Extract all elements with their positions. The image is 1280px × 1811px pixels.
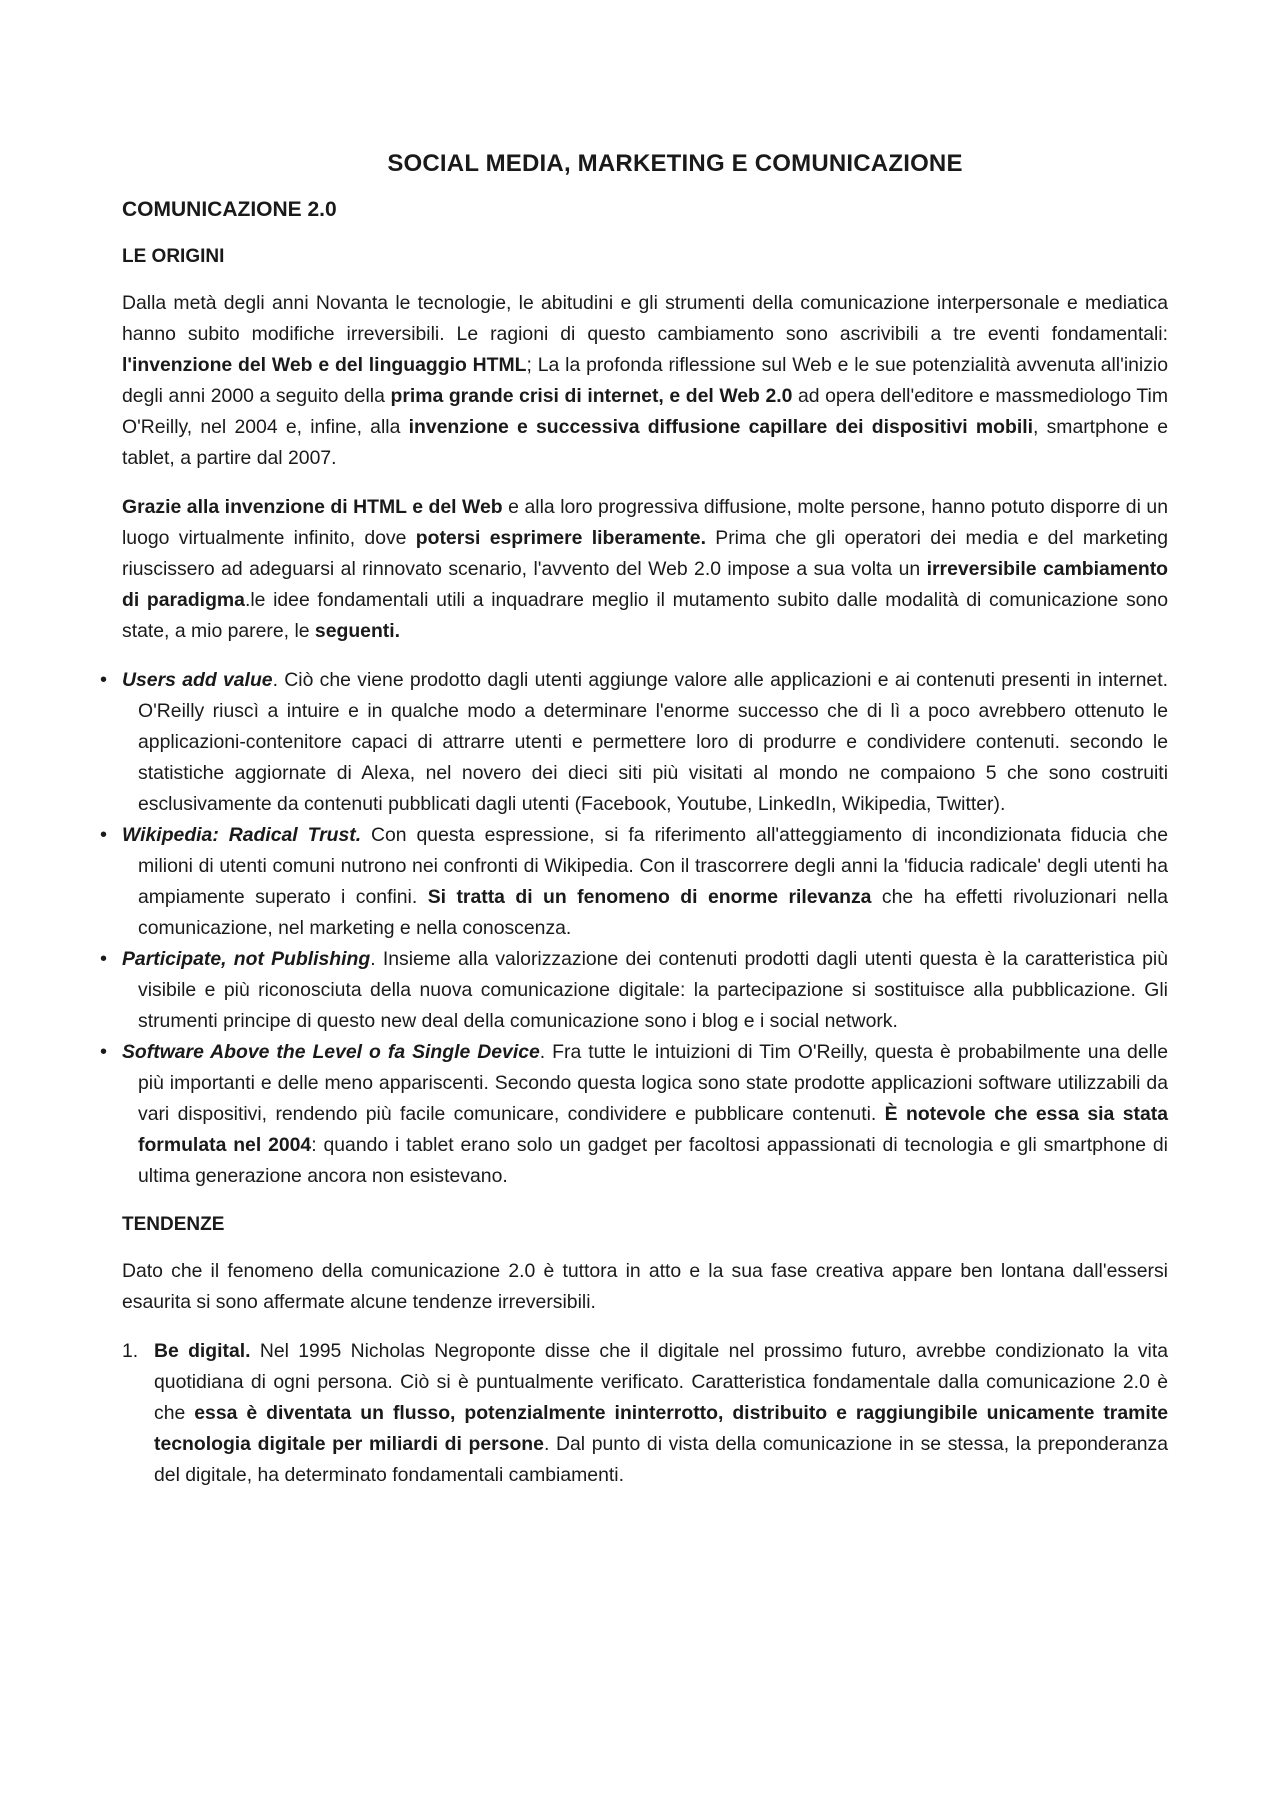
bold-lead: Be digital. xyxy=(154,1340,251,1362)
page-title: SOCIAL MEDIA, MARKETING E COMUNICAZIONE xyxy=(387,150,963,177)
bold-run: irreversibile cambiamento di paradigma xyxy=(122,558,1168,611)
bullet-dot-icon: • xyxy=(100,1041,108,1063)
text-run: ad opera dell'editore e massmediologo Tim O'Reilly, nel 2004 e, infine, alla xyxy=(122,385,1169,438)
text-run: Prima che gli operatori dei media e del marketing riuscissero ad adeguarsi al rinnovato scenario, l'avvento del Web 2.0 impose a sua volta un xyxy=(122,527,1168,580)
text-run: ; La la profonda riflessione sul Web e le sue potenzialità avvenuta all'inizio degli anni 2000 a seguito della xyxy=(122,354,1169,407)
bold-run: È notevole che essa sia stata formulata nel 2004 xyxy=(138,1103,1168,1156)
text-run: . Insieme alla valorizzazione dei contenuti prodotti dagli utenti questa è la caratteristica più visibile e più riconosciuta della nuova comunicazione digitale: la partecipazione si sostituisce alla pubblicazione. Gli strumenti principe di questo new deal della comunicazione sono i blog e i social network. xyxy=(138,948,1168,1032)
paragraph-tendenze: Dato che il fenomeno della comunicazione 2.0 è tuttora in atto e la sua fase creativa appare ben lontana dall'essersi esaurita si sono affermate alcune tendenze irreversibili. xyxy=(122,1260,1168,1313)
text-run: Dalla metà degli anni Novanta le tecnologie, le abitudini e gli strumenti della comunicazione interpersonale e mediatica hanno subito modifiche irreversibili. Le ragioni di questo cambiamento sono ascrivibili a tre eventi fondamentali: xyxy=(122,292,1168,345)
paragraph-origini-1 xyxy=(122,288,1168,474)
text-run: . Ciò che viene prodotto dagli utenti aggiunge valore alle applicazioni e ai contenuti presenti in internet. O'Reilly riuscì a intuire e in qualche modo a determinare l'enorme successo che di lì a poco avrebbero ottenuto le applicazioni-contenitore capaci di attrarre utenti e permettere loro di produrre e condividere contenuti. secondo le statistiche aggiornate di Alexa, nel novero dei dieci siti più visitati al mondo ne compaiono 5 che sono costruiti esclusivamente da contenuti pubblicati dagli utenti (Facebook, Youtube, LinkedIn, Wikipedia, Twitter). xyxy=(138,669,1168,815)
bold-run: potersi esprimere liberamente. xyxy=(415,527,706,549)
text-run: che ha effetti rivoluzionari nella comunicazione, nel marketing e nella conoscenza. xyxy=(138,886,1168,939)
text-run: , smartphone e tablet, a partire dal 2007. xyxy=(122,416,1169,469)
bold-italic-lead: Users add value xyxy=(122,669,273,691)
bold-italic-lead: Wikipedia: Radical Trust. xyxy=(122,824,362,846)
list-item xyxy=(100,944,1168,1037)
subsection-heading-tendenze: TENDENZE xyxy=(122,1214,225,1235)
bullet-dot-icon: • xyxy=(100,669,108,691)
list-number: 1. xyxy=(122,1340,139,1362)
text-run: Con questa espressione, si fa riferimento all'atteggiamento di incondizionata fiducia che milioni di utenti comuni nutrono nei confronti di Wikipedia. Con il trascorrere degli anni la 'fiducia radicale' degli utenti ha ampiamente superato i confini. xyxy=(138,824,1168,908)
bold-run: invenzione e successiva diffusione capillare dei dispositivi mobili xyxy=(408,416,1033,438)
bold-run: Grazie alla invenzione di HTML e del Web xyxy=(122,496,503,518)
text-run: .le idee fondamentali utili a inquadrare meglio il mutamento subito dalle modalità di comunicazione sono state, a mio parere, le xyxy=(122,589,1168,642)
subsection-heading-origini: LE ORIGINI xyxy=(122,246,225,267)
bold-run: l'invenzione del Web e del linguaggio HTML xyxy=(122,354,527,376)
bold-run: Si tratta di un fenomeno di enorme rilevanza xyxy=(427,886,872,908)
paragraph-origini-2 xyxy=(122,492,1168,647)
text-run: : quando i tablet erano solo un gadget per facoltosi appassionati di tecnologia e gli smartphone di ultima generazione ancora non esistevano. xyxy=(138,1134,1168,1187)
text-run: . Dal punto di vista della comunicazione in se stessa, la preponderanza del digitale, ha determinato fondamentali cambiamenti. xyxy=(154,1433,1168,1486)
bullet-list xyxy=(100,665,1168,1192)
list-item xyxy=(100,665,1168,820)
list-item xyxy=(100,820,1168,944)
text-run: e alla loro progressiva diffusione, molte persone, hanno potuto disporre di un luogo virtualmente infinito, dove xyxy=(122,496,1168,549)
document-page xyxy=(100,150,1169,1491)
bold-run: prima grande crisi di internet, e del Web 2.0 xyxy=(390,385,793,407)
bold-italic-lead: Participate, not Publishing xyxy=(122,948,371,970)
section-heading-comunicazione: COMUNICAZIONE 2.0 xyxy=(122,198,337,221)
numbered-list xyxy=(122,1336,1168,1491)
bold-run: seguenti. xyxy=(314,620,401,642)
bullet-dot-icon: • xyxy=(100,948,108,970)
bullet-dot-icon: • xyxy=(100,824,108,846)
text-run: Nel 1995 Nicholas Negroponte disse che il digitale nel prossimo futuro, avrebbe condizionato la vita quotidiana di ogni persona. Ciò si è puntualmente verificato. Caratteristica fondamentale dalla comunicazione 2.0 è che xyxy=(154,1340,1168,1424)
list-item xyxy=(100,1037,1168,1192)
bold-run: essa è diventata un flusso, potenzialmente ininterrotto, distribuito e raggiungibile unicamente tramite tecnologia digitale per miliardi di persone xyxy=(154,1402,1168,1455)
text-run: . Fra tutte le intuizioni di Tim O'Reilly, questa è probabilmente una delle più importanti e delle meno appariscenti. Secondo questa logica sono state prodotte applicazioni software utilizzabili da vari dispositivi, rendendo più facile comunicare, condividere e pubblicare contenuti. xyxy=(138,1041,1168,1125)
list-item xyxy=(122,1336,1168,1491)
bold-italic-lead: Software Above the Level o fa Single Device xyxy=(122,1041,540,1063)
